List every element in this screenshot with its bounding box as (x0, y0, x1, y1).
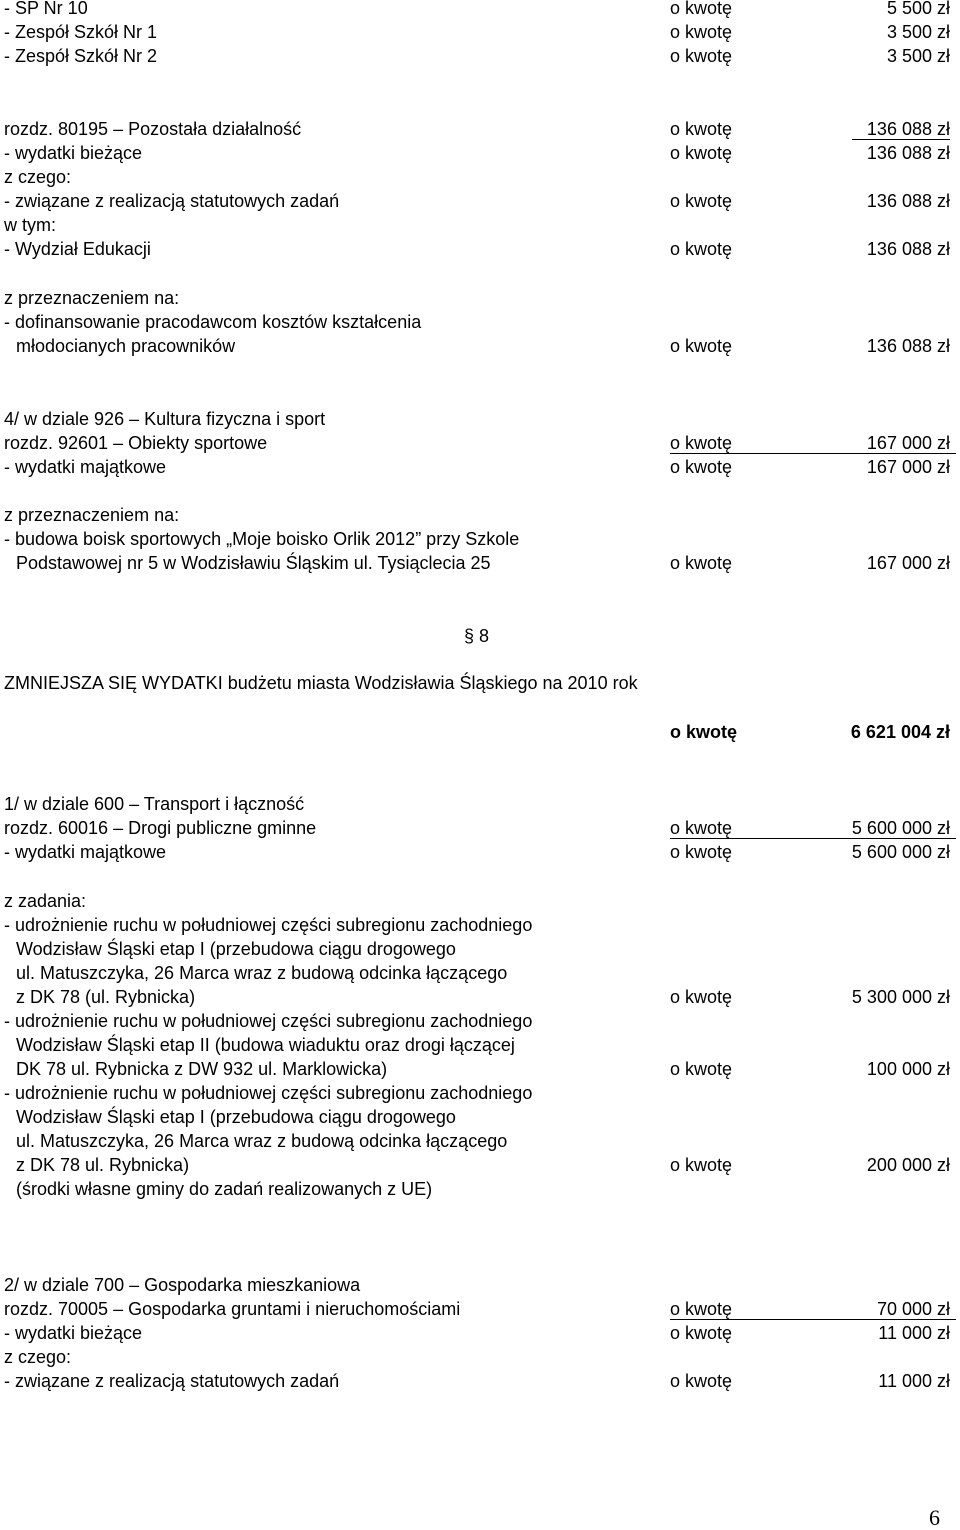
amount-label: o kwotę (670, 722, 738, 742)
document-line (0, 141, 960, 165)
line-text: rozdz. 80195 – Pozostała działalność (4, 119, 302, 139)
document-line (0, 551, 960, 575)
document-line (0, 816, 960, 840)
underline-rule (670, 453, 956, 454)
amount-value: 167 000 zł (866, 457, 950, 477)
document-line (0, 1297, 960, 1321)
document-line (0, 1273, 960, 1297)
line-text: - budowa boisk sportowych „Moje boisko Orlik 2012” przy Szkole (4, 529, 520, 549)
document-line (0, 44, 960, 68)
line-text: ul. Matuszczyka, 26 Marca wraz z budową odcinka łączącego (16, 963, 508, 983)
line-text: z zadania: (4, 891, 87, 911)
document-line (0, 1369, 960, 1393)
underline-rule (670, 838, 956, 839)
amount-value: 11 000 zł (878, 1371, 950, 1391)
document-line (0, 527, 960, 551)
document-line (0, 213, 960, 237)
amount-label: o kwotę (670, 0, 733, 18)
amount-value: 3 500 zł (886, 22, 950, 42)
amount-value: 200 000 zł (866, 1155, 950, 1175)
document-line (0, 407, 960, 431)
line-text: z przeznaczeniem na: (4, 288, 180, 308)
amount-label: o kwotę (670, 1299, 733, 1319)
document-line (0, 503, 960, 527)
line-text: rozdz. 70005 – Gospodarka gruntami i nieruchomościami (4, 1299, 461, 1319)
line-text: DK 78 ul. Rybnicka z DW 932 ul. Marklowicka) (16, 1059, 388, 1079)
line-text: młodocianych pracowników (16, 336, 236, 356)
document-line (0, 720, 960, 744)
line-text: - Zespół Szkół Nr 1 (4, 22, 158, 42)
document-line (0, 1081, 960, 1105)
line-text: - udrożnienie ruchu w południowej części subregionu zachodniego (4, 1011, 533, 1031)
document-line (0, 189, 960, 213)
document-line (0, 1057, 960, 1081)
line-text: - SP Nr 10 (4, 0, 88, 18)
line-text: - Zespół Szkół Nr 2 (4, 46, 158, 66)
document-line (0, 431, 960, 455)
document-line (0, 237, 960, 261)
amount-value: 6 621 004 zł (850, 722, 950, 742)
amount-value: 5 600 000 zł (851, 842, 950, 862)
document-line (0, 1129, 960, 1153)
line-text: Wodzisław Śląski etap I (przebudowa ciągu drogowego (16, 1107, 456, 1127)
document-line (0, 165, 960, 189)
line-text: Wodzisław Śląski etap II (budowa wiaduktu oraz drogi łączącej (16, 1035, 515, 1055)
line-text: rozdz. 60016 – Drogi publiczne gminne (4, 818, 317, 838)
amount-label: o kwotę (670, 457, 733, 477)
document-line (0, 117, 960, 141)
amount-label: o kwotę (670, 143, 733, 163)
amount-label: o kwotę (670, 22, 733, 42)
line-text: - wydatki majątkowe (4, 457, 167, 477)
line-text: (środki własne gminy do zadań realizowanych z UE) (16, 1179, 433, 1199)
line-text: - związane z realizacją statutowych zadań (4, 191, 340, 211)
page-number: 6 (929, 1505, 940, 1530)
underline-rule (852, 139, 950, 140)
amount-label: o kwotę (670, 1323, 733, 1343)
amount-value: 11 000 zł (878, 1323, 950, 1343)
document-line (0, 792, 960, 816)
amount-value: 136 088 zł (866, 143, 950, 163)
amount-value: 5 600 000 zł (851, 818, 950, 838)
document-line (0, 1009, 960, 1033)
document-line (0, 961, 960, 985)
amount-label: o kwotę (670, 46, 733, 66)
document-line (0, 913, 960, 937)
document-line (0, 1177, 960, 1201)
document-line (0, 889, 960, 913)
amount-label: o kwotę (670, 1059, 733, 1079)
document-line (0, 1033, 960, 1057)
line-text: 4/ w dziale 926 – Kultura fizyczna i sport (4, 409, 326, 429)
line-text: z czego: (4, 167, 72, 187)
line-text: Wodzisław Śląski etap I (przebudowa ciągu drogowego (16, 939, 456, 959)
amount-value: 136 088 zł (866, 239, 950, 259)
section-heading: § 8 (464, 626, 490, 646)
amount-value: 167 000 zł (866, 433, 950, 453)
amount-label: o kwotę (670, 119, 733, 139)
document-line (0, 937, 960, 961)
line-text: rozdz. 92601 – Obiekty sportowe (4, 433, 268, 453)
amount-value: 167 000 zł (866, 553, 950, 573)
line-text: - udrożnienie ruchu w południowej części subregionu zachodniego (4, 1083, 533, 1103)
amount-label: o kwotę (670, 1371, 733, 1391)
amount-value: 5 500 zł (886, 0, 950, 18)
amount-label: o kwotę (670, 336, 733, 356)
document-line (0, 671, 960, 695)
line-text: - wydatki bieżące (4, 143, 143, 163)
document-line (0, 455, 960, 479)
amount-label: o kwotę (670, 191, 733, 211)
amount-label: o kwotę (670, 987, 733, 1007)
document-line (0, 20, 960, 44)
document-line (0, 1321, 960, 1345)
line-text: w tym: (4, 215, 56, 235)
document-line (0, 334, 960, 358)
line-text: - dofinansowanie pracodawcom kosztów kształcenia (4, 312, 422, 332)
line-text: 2/ w dziale 700 – Gospodarka mieszkaniowa (4, 1275, 361, 1295)
amount-label: o kwotę (670, 1155, 733, 1175)
amount-label: o kwotę (670, 239, 733, 259)
document-line (0, 286, 960, 310)
line-text: ul. Matuszczyka, 26 Marca wraz z budową odcinka łączącego (16, 1131, 508, 1151)
document-line (0, 1105, 960, 1129)
amount-label: o kwotę (670, 553, 733, 573)
amount-value: 136 088 zł (866, 336, 950, 356)
amount-label: o kwotę (670, 818, 733, 838)
line-text: z DK 78 ul. Rybnicka) (16, 1155, 190, 1175)
amount-value: 3 500 zł (886, 46, 950, 66)
document-line (0, 1345, 960, 1369)
amount-value: 70 000 zł (876, 1299, 950, 1319)
line-text: - udrożnienie ruchu w południowej części subregionu zachodniego (4, 915, 533, 935)
amount-label: o kwotę (670, 433, 733, 453)
line-text: Podstawowej nr 5 w Wodzisławiu Śląskim ul. Tysiąclecia 25 (16, 553, 491, 573)
amount-value: 100 000 zł (866, 1059, 950, 1079)
amount-value: 136 088 zł (866, 119, 950, 139)
line-text: z DK 78 (ul. Rybnicka) (16, 987, 196, 1007)
document-line (0, 1153, 960, 1177)
line-text: z czego: (4, 1347, 72, 1367)
amount-value: 136 088 zł (866, 191, 950, 211)
underline-rule (670, 1319, 956, 1320)
amount-label: o kwotę (670, 842, 733, 862)
line-text: - wydatki bieżące (4, 1323, 143, 1343)
line-text: 1/ w dziale 600 – Transport i łączność (4, 794, 305, 814)
line-text: - związane z realizacją statutowych zadań (4, 1371, 340, 1391)
document-line (0, 310, 960, 334)
document-line (0, 0, 960, 20)
document-line (0, 985, 960, 1009)
line-text: z przeznaczeniem na: (4, 505, 180, 525)
line-text: - wydatki majątkowe (4, 842, 167, 862)
amount-value: 5 300 000 zł (851, 987, 950, 1007)
document-line (0, 840, 960, 864)
line-text: ZMNIEJSZA SIĘ WYDATKI budżetu miasta Wodzisławia Śląskiego na 2010 rok (4, 673, 638, 693)
line-text: - Wydział Edukacji (4, 239, 151, 259)
